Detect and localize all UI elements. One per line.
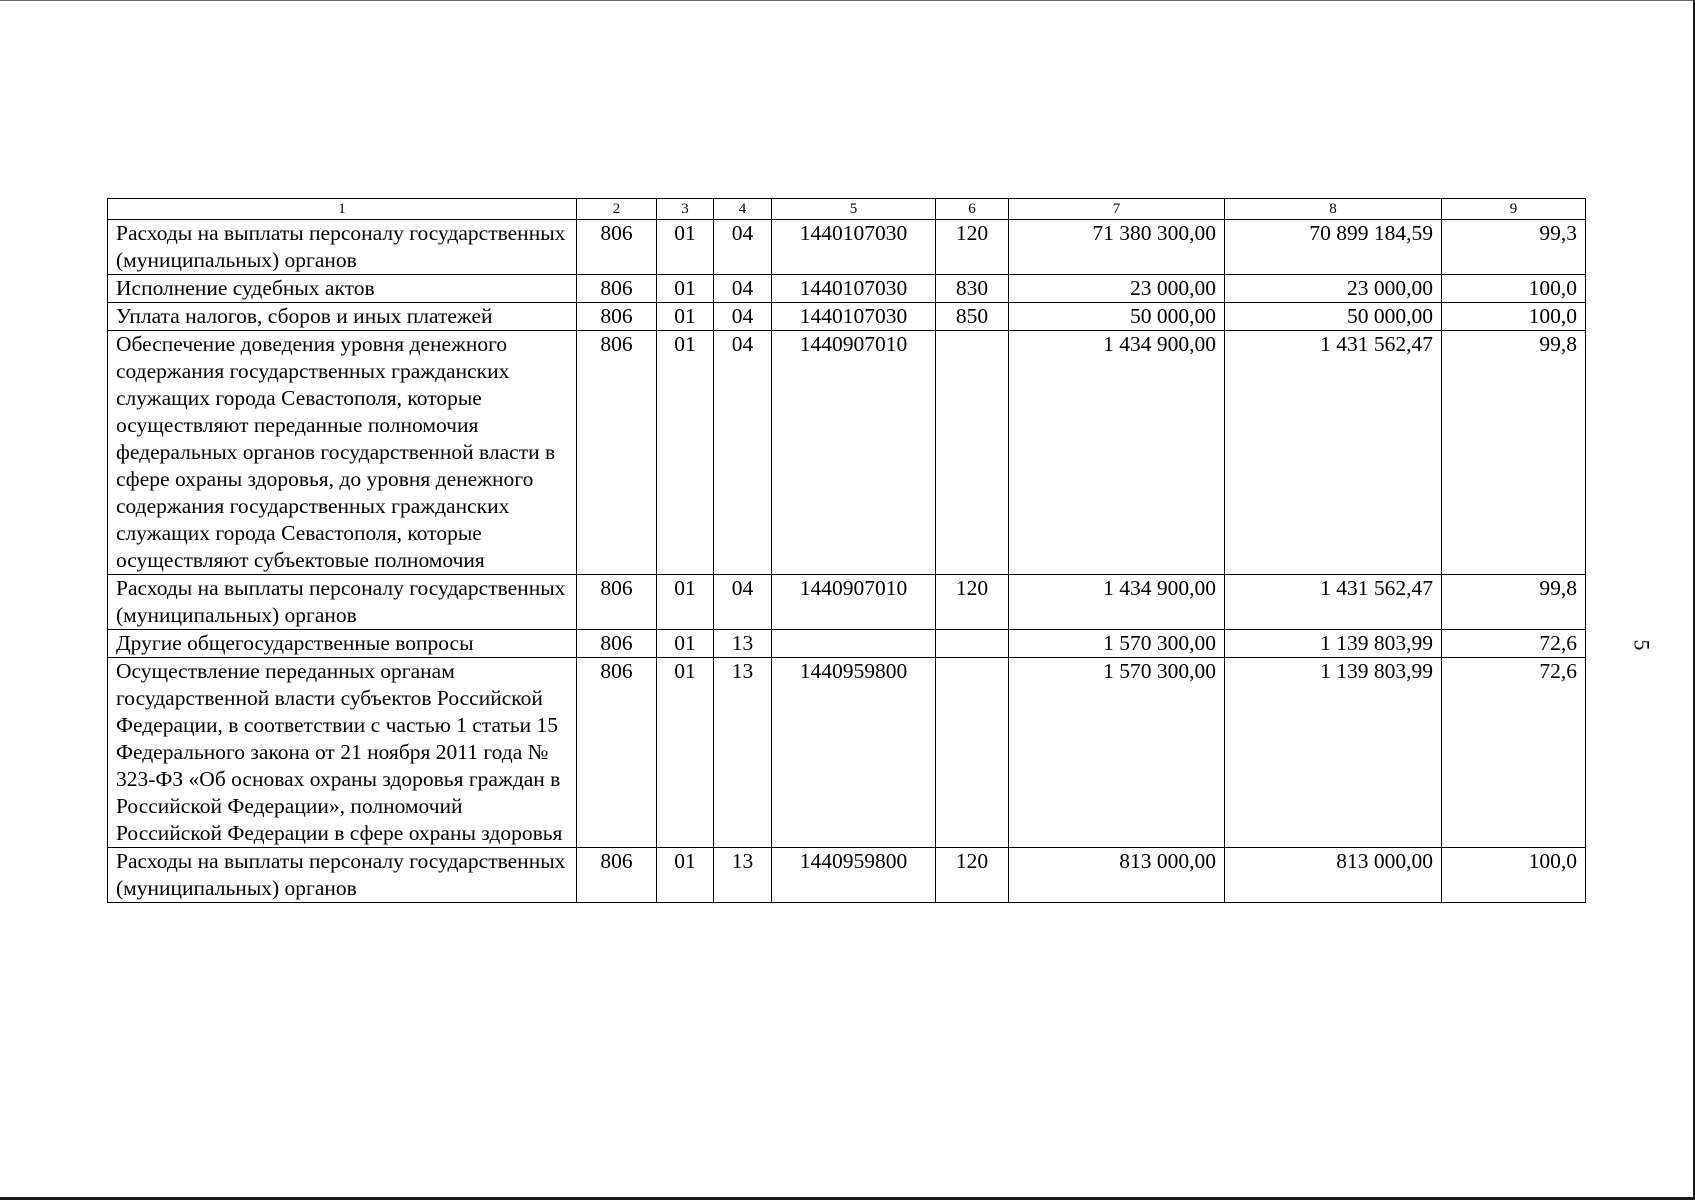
execution-percent-cell: 72,6: [1442, 658, 1586, 848]
section-code-cell: 01: [657, 848, 714, 903]
table-body: [108, 199, 1586, 903]
executed-amount-cell: 70 899 184,59: [1225, 220, 1442, 275]
section-code-cell: 01: [657, 303, 714, 331]
planned-amount-cell: 813 000,00: [1009, 848, 1225, 903]
row-name-cell: Расходы на выплаты персоналу государственных (муниципальных) органов: [108, 220, 577, 275]
table-row: [108, 275, 1586, 303]
planned-amount-cell: 1 434 900,00: [1009, 575, 1225, 630]
column-number-9: 9: [1442, 199, 1586, 220]
executed-amount-cell: 1 431 562,47: [1225, 575, 1442, 630]
executed-amount-cell: 1 139 803,99: [1225, 658, 1442, 848]
table-row: [108, 848, 1586, 903]
executed-amount-cell: 1 139 803,99: [1225, 630, 1442, 658]
planned-amount-cell: 1 570 300,00: [1009, 658, 1225, 848]
planned-amount-cell: 23 000,00: [1009, 275, 1225, 303]
column-number-8: 8: [1225, 199, 1442, 220]
row-name-cell: Расходы на выплаты персоналу государственных (муниципальных) органов: [108, 848, 577, 903]
section-code-cell: 01: [657, 275, 714, 303]
table-row: [108, 220, 1586, 275]
column-number-header-row: [108, 199, 1586, 220]
column-number-1: 1: [108, 199, 577, 220]
column-number-7: 7: [1009, 199, 1225, 220]
execution-percent-cell: 99,8: [1442, 331, 1586, 575]
target-article-cell: 1440907010: [772, 575, 936, 630]
execution-percent-cell: 100,0: [1442, 275, 1586, 303]
executed-amount-cell: 23 000,00: [1225, 275, 1442, 303]
table-row: [108, 575, 1586, 630]
expense-type-cell: [936, 658, 1009, 848]
planned-amount-cell: 1 434 900,00: [1009, 331, 1225, 575]
subsection-code-cell: 13: [714, 658, 772, 848]
target-article-cell: [772, 630, 936, 658]
target-article-cell: 1440907010: [772, 331, 936, 575]
subsection-code-cell: 04: [714, 331, 772, 575]
subsection-code-cell: 04: [714, 575, 772, 630]
execution-percent-cell: 100,0: [1442, 303, 1586, 331]
expense-type-cell: 850: [936, 303, 1009, 331]
execution-percent-cell: 72,6: [1442, 630, 1586, 658]
row-name-cell: Уплата налогов, сборов и иных платежей: [108, 303, 577, 331]
planned-amount-cell: 1 570 300,00: [1009, 630, 1225, 658]
section-code-cell: 01: [657, 630, 714, 658]
expense-type-cell: 830: [936, 275, 1009, 303]
row-name-cell: Обеспечение доведения уровня денежного содержания государственных гражданских служащих города Севастополя, которые осуществляют переданные полномочия федеральных органов государственной власти в сфере охраны здоровья, до уровня денежного содержания государственных гражданских служащих города Севастополя, которые осуществляют субъектовые полномочия: [108, 331, 577, 575]
section-code-cell: 01: [657, 575, 714, 630]
expense-type-cell: 120: [936, 575, 1009, 630]
planned-amount-cell: 50 000,00: [1009, 303, 1225, 331]
column-number-5: 5: [772, 199, 936, 220]
target-article-cell: 1440107030: [772, 303, 936, 331]
table-row: [108, 331, 1586, 575]
row-name-cell: Расходы на выплаты персоналу государственных (муниципальных) органов: [108, 575, 577, 630]
section-code-cell: 01: [657, 220, 714, 275]
table-row: [108, 303, 1586, 331]
ministry-code-cell: 806: [577, 575, 657, 630]
subsection-code-cell: 13: [714, 848, 772, 903]
column-number-2: 2: [577, 199, 657, 220]
expense-type-cell: [936, 630, 1009, 658]
row-name-cell: Осуществление переданных органам государственной власти субъектов Российской Федерации, в соответствии с частью 1 статьи 15 Федерального закона от 21 ноября 2011 года № 323-ФЗ «Об основах охраны здоровья граждан в Российской Федерации», полномочий Российской Федерации в сфере охраны здоровья: [108, 658, 577, 848]
ministry-code-cell: 806: [577, 848, 657, 903]
section-code-cell: 01: [657, 658, 714, 848]
ministry-code-cell: 806: [577, 303, 657, 331]
executed-amount-cell: 813 000,00: [1225, 848, 1442, 903]
executed-amount-cell: 1 431 562,47: [1225, 331, 1442, 575]
subsection-code-cell: 04: [714, 275, 772, 303]
row-name-cell: Исполнение судебных актов: [108, 275, 577, 303]
column-number-4: 4: [714, 199, 772, 220]
subsection-code-cell: 04: [714, 220, 772, 275]
section-code-cell: 01: [657, 331, 714, 575]
scan-top-edge: [0, 0, 1695, 1]
execution-percent-cell: 99,8: [1442, 575, 1586, 630]
executed-amount-cell: 50 000,00: [1225, 303, 1442, 331]
ministry-code-cell: 806: [577, 658, 657, 848]
subsection-code-cell: 13: [714, 630, 772, 658]
expense-type-cell: 120: [936, 220, 1009, 275]
subsection-code-cell: 04: [714, 303, 772, 331]
column-number-6: 6: [936, 199, 1009, 220]
page-number: 5: [1629, 639, 1655, 651]
table-row: [108, 658, 1586, 848]
table-row: [108, 630, 1586, 658]
ministry-code-cell: 806: [577, 220, 657, 275]
expense-type-cell: 120: [936, 848, 1009, 903]
execution-percent-cell: 100,0: [1442, 848, 1586, 903]
ministry-code-cell: 806: [577, 331, 657, 575]
row-name-cell: Другие общегосударственные вопросы: [108, 630, 577, 658]
column-number-3: 3: [657, 199, 714, 220]
target-article-cell: 1440959800: [772, 658, 936, 848]
ministry-code-cell: 806: [577, 275, 657, 303]
target-article-cell: 1440107030: [772, 275, 936, 303]
target-article-cell: 1440959800: [772, 848, 936, 903]
planned-amount-cell: 71 380 300,00: [1009, 220, 1225, 275]
target-article-cell: 1440107030: [772, 220, 936, 275]
execution-percent-cell: 99,3: [1442, 220, 1586, 275]
budget-table: [107, 198, 1586, 903]
expense-type-cell: [936, 331, 1009, 575]
ministry-code-cell: 806: [577, 630, 657, 658]
